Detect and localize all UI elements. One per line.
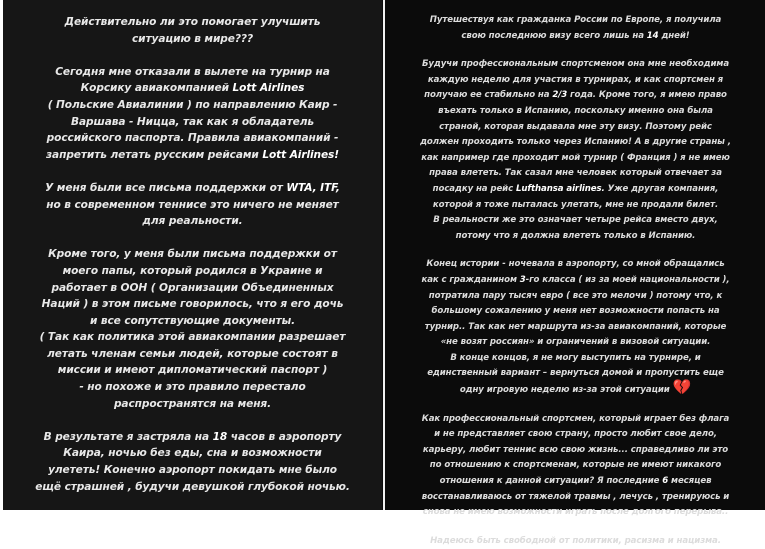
- bold-text: Lott Airlines: [232, 82, 305, 95]
- text-segment: месяцев: [668, 476, 712, 487]
- text-segment: посадку на рейс: [432, 183, 516, 194]
- text-segment: российского паспорта. Правила авиакомпаний -: [46, 132, 339, 145]
- text-line: [3, 64, 382, 81]
- text-segment: - но похоже и это правило перестало: [79, 381, 306, 394]
- text-line: [386, 135, 765, 151]
- text-line: [3, 445, 382, 462]
- text-line: [3, 197, 382, 214]
- text-segment: Действительно ли это помогает улучшить: [64, 16, 321, 28]
- text-segment: В реальности же это означает четыре рейса вместо двух,: [433, 215, 718, 226]
- text-line: [386, 29, 765, 45]
- story-paragraph: [386, 57, 765, 244]
- text-line: [3, 429, 382, 446]
- text-line: [386, 229, 765, 245]
- text-line: [3, 213, 382, 230]
- text-line: [386, 458, 765, 474]
- text-segment: Путешествуя как гражданка России по Европе, я получила: [429, 15, 722, 25]
- text-line: [386, 351, 765, 367]
- text-line: [386, 427, 765, 443]
- text-segment: дней!: [658, 30, 690, 41]
- right-story-screenshot: [386, 0, 765, 546]
- text-segment: распространятся на меня.: [113, 397, 272, 410]
- text-segment: моего папы, который родился в Украине и: [62, 264, 323, 277]
- text-segment: Каира, ночью без еды, сна и возможности: [63, 447, 322, 460]
- text-line: [3, 180, 382, 197]
- text-line: [386, 366, 765, 382]
- text-segment: но в современном теннисе это ничего не меняет: [46, 198, 339, 211]
- text-line: [3, 147, 382, 164]
- text-segment: Кроме того, у меня были письма поддержки от: [48, 248, 337, 261]
- text-segment: которой я тоже пыталась улетать, мне не продали билет.: [432, 199, 719, 210]
- bold-text: 6: [662, 476, 669, 487]
- text-segment: летать членам семьи людей, которые состоят в: [47, 347, 338, 360]
- story-paragraph: [386, 257, 765, 398]
- text-line: [3, 296, 382, 313]
- text-line: [3, 130, 382, 147]
- story-paragraph: [386, 534, 765, 549]
- text-segment: одну игровую неделю из-за этой ситуации: [459, 385, 673, 396]
- story-paragraph: [386, 13, 765, 44]
- text-segment: восстанавливаюсь от тяжелой травмы , лечусь , тренируюсь и: [421, 491, 730, 502]
- text-segment: въехать только в Испанию, поскольку именно она была: [438, 105, 713, 116]
- text-line: [386, 474, 765, 490]
- text-line: [3, 263, 382, 280]
- text-segment: и все сопутствующие документы.: [89, 314, 296, 327]
- text-segment: «не возят россиян» и ограничений в визовой ситуации.: [440, 337, 711, 348]
- text-line: [386, 198, 765, 214]
- text-segment: миссии и имеют дипломатический паспорт ): [57, 364, 328, 377]
- text-segment: страной, которая выдавала мне эту визу. Поэтому рейс: [439, 121, 712, 132]
- text-segment: получаю ее стабильно на: [424, 90, 553, 101]
- bold-text: 14: [646, 30, 659, 41]
- bold-text: 18: [212, 430, 228, 443]
- text-line: [3, 379, 382, 396]
- text-line: [386, 304, 765, 320]
- text-segment: В конце концов, я не могу выступить на турнире, и: [450, 352, 701, 363]
- story-paragraph: [386, 412, 765, 521]
- text-line: [386, 273, 765, 289]
- text-line: [386, 57, 765, 73]
- text-segment: -го класса ( из за моей национальности ),: [525, 274, 730, 285]
- text-segment: В результате я застряла на: [43, 430, 213, 443]
- text-line: [386, 104, 765, 120]
- text-segment: У меня были все письма поддержки от: [45, 181, 287, 194]
- text-segment: Сегодня мне отказали в вылете на турнир на: [55, 65, 330, 78]
- text-segment: года. Кроме того, я имею право: [567, 90, 727, 101]
- bold-text: 2/3: [552, 90, 568, 101]
- text-segment: потому что я должна влететь только в Испанию.: [455, 230, 696, 241]
- text-line: [3, 80, 382, 97]
- text-line: [386, 166, 765, 182]
- bold-text: WTA, ITF,: [286, 181, 340, 194]
- text-segment: Надеюсь быть свободной от политики, расизма и нацизма.: [430, 535, 721, 546]
- text-segment: большому сожалению у меня нет возможности попасть на: [431, 306, 720, 317]
- text-line: [386, 412, 765, 428]
- text-segment: единственный вариант – вернуться домой и пропустить еще: [427, 368, 724, 379]
- story-paragraph: [3, 429, 382, 495]
- text-segment: турнир.. Так как нет маршрута из-за авиакомпаний, которые: [424, 321, 727, 332]
- text-segment: и не представляет свою страну, просто любит свое дело,: [434, 429, 717, 440]
- text-line: [3, 246, 382, 263]
- text-line: [386, 73, 765, 89]
- text-line: [386, 490, 765, 506]
- text-segment: снова не имею возможности играть после долгого перерыва..: [422, 507, 729, 518]
- text-segment: каждую неделю для участия в турнирах, и как спортсмен я: [427, 74, 724, 85]
- text-segment: ( Так как политика этой авиакомпании разрешает: [39, 331, 346, 344]
- text-line: [3, 14, 382, 31]
- text-segment: Корсику авиакомпанией: [80, 82, 233, 95]
- text-segment: как с гражданином: [421, 274, 520, 285]
- text-line: [386, 534, 765, 549]
- text-segment: Как профессиональный спортсмен, который играет без флага: [421, 413, 730, 424]
- text-line: [3, 346, 382, 363]
- text-segment: Уже другая компания,: [604, 183, 719, 194]
- bold-text: Lufthansa airlines.: [516, 183, 605, 194]
- bold-text: Lott Airlines!: [262, 148, 339, 161]
- text-line: [3, 462, 382, 479]
- text-line: [386, 443, 765, 459]
- text-segment: ситуацию в мире???: [131, 32, 254, 45]
- text-segment: отношения к данной ситуации? Я последние: [439, 476, 663, 487]
- text-segment: права влететь. Так сазал мне человек который отвечает за: [429, 168, 722, 179]
- text-segment: ( Польские Авиалинии ) по направлению Каир -: [47, 98, 338, 111]
- text-line: [386, 213, 765, 229]
- text-segment: карьеру, любит теннис всю свою жизнь... справедливо ли это: [422, 444, 729, 455]
- text-line: [3, 114, 382, 131]
- story-paragraph: [3, 64, 382, 164]
- text-line: [386, 320, 765, 336]
- text-segment: должен проходить только через Испанию! А в другие страны ,: [420, 137, 731, 148]
- text-line: [3, 31, 382, 48]
- text-line: [3, 396, 382, 413]
- text-line: [3, 280, 382, 297]
- text-segment: свою последнюю визу всего лишь на: [461, 30, 647, 41]
- text-segment: как например где проходит мой турнир ( Франция ) я не имею: [421, 152, 730, 163]
- left-story-screenshot: [3, 0, 382, 510]
- text-segment: Наций ) в этом письме говорилось, что я его дочь: [41, 298, 344, 311]
- text-segment: по отношению к спортсменам, которые не имеют никакого: [429, 460, 722, 471]
- text-line: [3, 329, 382, 346]
- text-line: [386, 378, 765, 399]
- text-segment: запретить летать русским рейсами: [46, 148, 263, 161]
- text-segment: Конец истории - ночевала в аэропорту, со мной обращались: [426, 259, 725, 270]
- text-line: [386, 13, 765, 29]
- text-line: [386, 151, 765, 167]
- text-line: [386, 335, 765, 351]
- text-line: [386, 182, 765, 198]
- bold-text: 3: [519, 274, 526, 285]
- story-paragraph: [3, 14, 382, 47]
- text-line: [386, 88, 765, 104]
- text-segment: улететь! Конечно аэропорт покидать мне было: [48, 464, 337, 477]
- text-line: [3, 362, 382, 379]
- text-segment: часов в аэропорту: [227, 430, 342, 443]
- text-segment: ещё страшней , будучи девушкой глубокой ночью.: [35, 480, 350, 493]
- text-segment: Будучи профессиональным спортсменом она мне необходима: [421, 59, 730, 70]
- text-line: [386, 120, 765, 136]
- story-paragraph: [3, 246, 382, 412]
- text-line: [3, 313, 382, 330]
- text-line: [386, 257, 765, 273]
- broken-heart-icon: 💔: [672, 378, 692, 397]
- text-line: [386, 289, 765, 305]
- text-line: [386, 505, 765, 521]
- story-paragraph: [3, 180, 382, 230]
- text-line: [3, 479, 382, 496]
- text-segment: для реальности.: [142, 215, 243, 228]
- text-segment: потратила пару тысяч евро ( все это мелочи ) потому что, к: [428, 290, 723, 301]
- text-segment: работает в ООН ( Организации Объединенных: [51, 281, 334, 294]
- text-line: [3, 97, 382, 114]
- text-segment: Варшава - Ницца, так как я обладатель: [71, 115, 314, 128]
